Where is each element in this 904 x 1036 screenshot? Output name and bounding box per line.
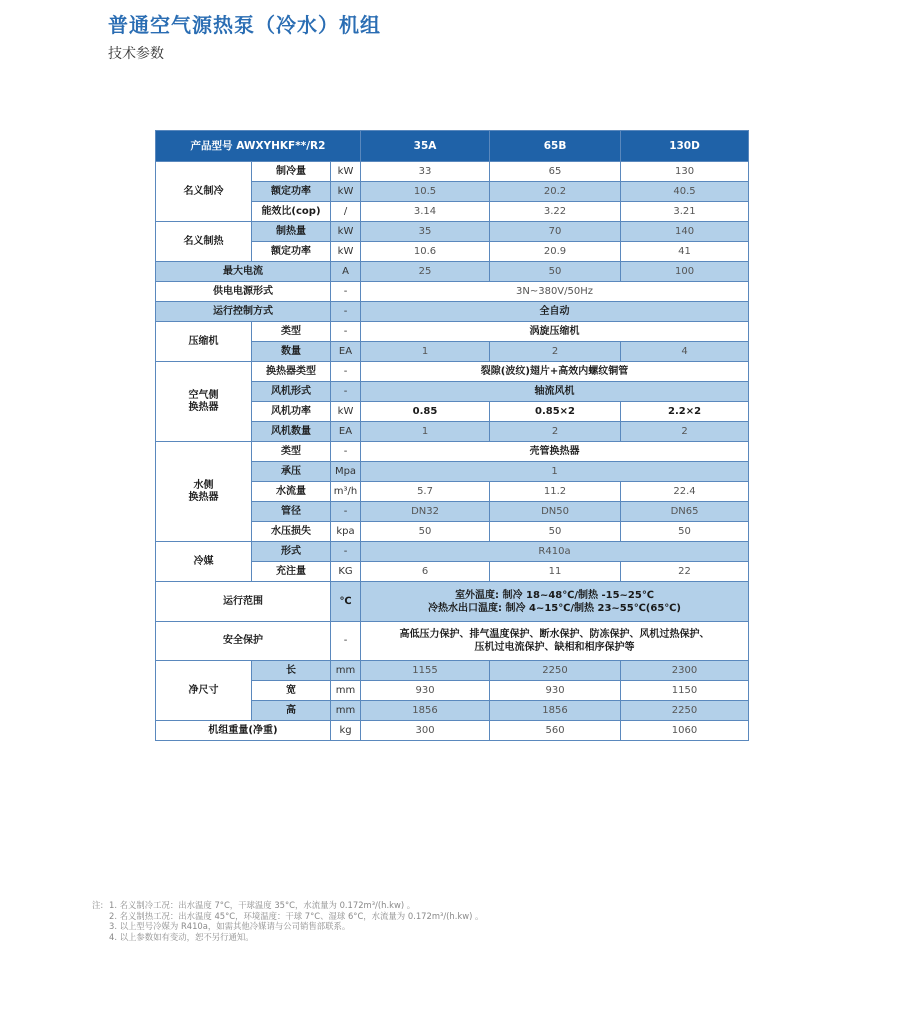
cell-value: 11 xyxy=(490,562,621,582)
cell-value: 0.85×2 xyxy=(490,402,621,422)
group-label: 冷媒 xyxy=(156,542,252,582)
note-item: 3. 以上型号冷媒为 R410a，如需其他冷媒请与公司销售部联系。 xyxy=(109,921,351,931)
cell-value: 3N~380V/50Hz xyxy=(361,282,749,302)
cell-value: 33 xyxy=(361,162,490,182)
row-label: 制冷量 xyxy=(252,162,331,182)
model-col-35a: 35A xyxy=(361,131,490,162)
cell-value: 涡旋压缩机 xyxy=(361,322,749,342)
cell-value: 20.9 xyxy=(490,242,621,262)
row-unit: EA xyxy=(331,342,361,362)
cell-value: 0.85 xyxy=(361,402,490,422)
cell-value: 2 xyxy=(490,342,621,362)
row-label: 水流量 xyxy=(252,482,331,502)
spec-table xyxy=(155,130,749,741)
note-item: 1. 名义制冷工况：出水温度 7°C，干球温度 35°C，水流量为 0.172m³/(h.kw) 。 xyxy=(109,900,416,910)
cell-value: 轴流风机 xyxy=(361,382,749,402)
cell-value: R410a xyxy=(361,542,749,562)
cell-value: 1060 xyxy=(621,721,749,741)
row-label: 额定功率 xyxy=(252,182,331,202)
row-unit: kW xyxy=(331,222,361,242)
row-unit: m³/h xyxy=(331,482,361,502)
row-label: 长 xyxy=(252,661,331,681)
safety-line: 高低压力保护、排气温度保护、断水保护、防冻保护、风机过热保护、 xyxy=(399,629,710,640)
row-unit: kW xyxy=(331,242,361,262)
row-unit: kW xyxy=(331,402,361,422)
cell-value: 裂隙(波纹)翅片+高效内螺纹铜管 xyxy=(361,362,749,382)
table-row xyxy=(156,721,749,741)
cell-value: DN32 xyxy=(361,502,490,522)
cell-value: 2250 xyxy=(490,661,621,681)
cell-value: 3.21 xyxy=(621,202,749,222)
cell-value: 560 xyxy=(490,721,621,741)
row-label: 高 xyxy=(252,701,331,721)
cell-value: 930 xyxy=(490,681,621,701)
operating-range-line: 冷热水出口温度: 制冷 4~15℃/制热 23~55℃(65℃) xyxy=(428,602,681,614)
row-unit: KG xyxy=(331,562,361,582)
cell-value: 50 xyxy=(361,522,490,542)
cell-value: 2300 xyxy=(621,661,749,681)
cell-value: 70 xyxy=(490,222,621,242)
row-label: 充注量 xyxy=(252,562,331,582)
row-unit: Mpa xyxy=(331,462,361,482)
table-row xyxy=(156,362,749,382)
cell-value: 25 xyxy=(361,262,490,282)
row-label: 类型 xyxy=(252,322,331,342)
cell-value: 3.22 xyxy=(490,202,621,222)
operating-range-line: 室外温度: 制冷 18~48℃/制热 -15~25℃ xyxy=(455,589,654,601)
cell-value: 11.2 xyxy=(490,482,621,502)
table-row xyxy=(156,162,749,182)
cell-value: 2.2×2 xyxy=(621,402,749,422)
row-label: 管径 xyxy=(252,502,331,522)
cell-value: 300 xyxy=(361,721,490,741)
row-unit: - xyxy=(331,362,361,382)
row-label: 形式 xyxy=(252,542,331,562)
note-item: 2. 名义制热工况：出水温度 45°C，环境温度：干球 7°C、湿球 6°C，水流量为 0.172m³/(h.kw) 。 xyxy=(109,910,484,921)
cell-value: 1155 xyxy=(361,661,490,681)
cell-value: 20.2 xyxy=(490,182,621,202)
table-row xyxy=(156,542,749,562)
row-unit: - xyxy=(331,302,361,322)
model-col-130d: 130D xyxy=(621,131,749,162)
group-label: 压缩机 xyxy=(156,322,252,362)
row-unit: EA xyxy=(331,422,361,442)
row-label: 类型 xyxy=(252,442,331,462)
group-label: 名义制热 xyxy=(156,222,252,262)
cell-value: 2 xyxy=(621,422,749,442)
safety-cell xyxy=(361,622,749,661)
cell-value: 130 xyxy=(621,162,749,182)
cell-value: 2250 xyxy=(621,701,749,721)
row-label: 供电电源形式 xyxy=(156,282,331,302)
row-unit: mm xyxy=(331,701,361,721)
row-label: 最大电流 xyxy=(156,262,331,282)
cell-value: 22.4 xyxy=(621,482,749,502)
cell-value: 35 xyxy=(361,222,490,242)
note-item: 4. 以上参数如有变动，恕不另行通知。 xyxy=(109,931,254,942)
model-col-65b: 65B xyxy=(490,131,621,162)
row-label: 风机数量 xyxy=(252,422,331,442)
cell-value: 100 xyxy=(621,262,749,282)
row-unit: - xyxy=(331,622,361,661)
table-header-row xyxy=(156,131,749,162)
table-row xyxy=(156,661,749,681)
row-label: 运行控制方式 xyxy=(156,302,331,322)
row-unit: / xyxy=(331,202,361,222)
group-label: 名义制冷 xyxy=(156,162,252,222)
table-row xyxy=(156,582,749,622)
operating-range-cell xyxy=(361,582,749,622)
cell-value: 5.7 xyxy=(361,482,490,502)
row-unit: ℃ xyxy=(331,582,361,622)
cell-value: 50 xyxy=(621,522,749,542)
group-label: 净尺寸 xyxy=(156,661,252,721)
cell-value: 1 xyxy=(361,342,490,362)
cell-value: 140 xyxy=(621,222,749,242)
row-label: 风机形式 xyxy=(252,382,331,402)
row-unit: - xyxy=(331,442,361,462)
cell-value: 1150 xyxy=(621,681,749,701)
row-unit: kpa xyxy=(331,522,361,542)
row-label: 额定功率 xyxy=(252,242,331,262)
cell-value: 10.6 xyxy=(361,242,490,262)
row-unit: A xyxy=(331,262,361,282)
row-unit: - xyxy=(331,282,361,302)
table-row xyxy=(156,262,749,282)
table-row xyxy=(156,222,749,242)
cell-value: 10.5 xyxy=(361,182,490,202)
cell-value: 4 xyxy=(621,342,749,362)
table-row xyxy=(156,322,749,342)
row-unit: - xyxy=(331,322,361,342)
row-unit: kW xyxy=(331,162,361,182)
cell-value: 1856 xyxy=(490,701,621,721)
row-label: 换热器类型 xyxy=(252,362,331,382)
footnotes xyxy=(92,900,483,942)
row-unit: kg xyxy=(331,721,361,741)
page-title: 普通空气源热泵（冷水）机组 xyxy=(108,13,381,37)
row-unit: mm xyxy=(331,661,361,681)
row-label: 风机功率 xyxy=(252,402,331,422)
table-row xyxy=(156,442,749,462)
cell-value: 6 xyxy=(361,562,490,582)
row-label: 制热量 xyxy=(252,222,331,242)
table-row xyxy=(156,302,749,322)
row-label: 承压 xyxy=(252,462,331,482)
cell-value: 50 xyxy=(490,522,621,542)
cell-value: 1 xyxy=(361,422,490,442)
model-header: 产品型号 AWXYHKF**/R2 xyxy=(156,131,361,162)
safety-line: 压机过电流保护、缺相和相序保护等 xyxy=(474,642,635,653)
group-label: 水侧 换热器 xyxy=(156,442,252,542)
cell-value: DN65 xyxy=(621,502,749,522)
cell-value: 2 xyxy=(490,422,621,442)
row-unit: - xyxy=(331,502,361,522)
row-unit: mm xyxy=(331,681,361,701)
notes-prefix: 注: xyxy=(92,900,104,910)
row-label: 能效比(cop) xyxy=(252,202,331,222)
cell-value: 壳管换热器 xyxy=(361,442,749,462)
row-label: 水压损失 xyxy=(252,522,331,542)
cell-value: 3.14 xyxy=(361,202,490,222)
table-row xyxy=(156,622,749,661)
cell-value: 1856 xyxy=(361,701,490,721)
group-label: 空气侧 换热器 xyxy=(156,362,252,442)
cell-value: 65 xyxy=(490,162,621,182)
row-label: 机组重量(净重) xyxy=(156,721,331,741)
cell-value: 41 xyxy=(621,242,749,262)
cell-value: DN50 xyxy=(490,502,621,522)
row-unit: - xyxy=(331,542,361,562)
row-label: 安全保护 xyxy=(156,622,331,661)
cell-value: 22 xyxy=(621,562,749,582)
cell-value: 1 xyxy=(361,462,749,482)
row-label: 数量 xyxy=(252,342,331,362)
cell-value: 50 xyxy=(490,262,621,282)
row-label: 运行范围 xyxy=(156,582,331,622)
row-unit: kW xyxy=(331,182,361,202)
cell-value: 930 xyxy=(361,681,490,701)
row-unit: - xyxy=(331,382,361,402)
row-label: 宽 xyxy=(252,681,331,701)
page-subtitle: 技术参数 xyxy=(108,46,164,62)
table-row xyxy=(156,282,749,302)
cell-value: 40.5 xyxy=(621,182,749,202)
cell-value: 全自动 xyxy=(361,302,749,322)
